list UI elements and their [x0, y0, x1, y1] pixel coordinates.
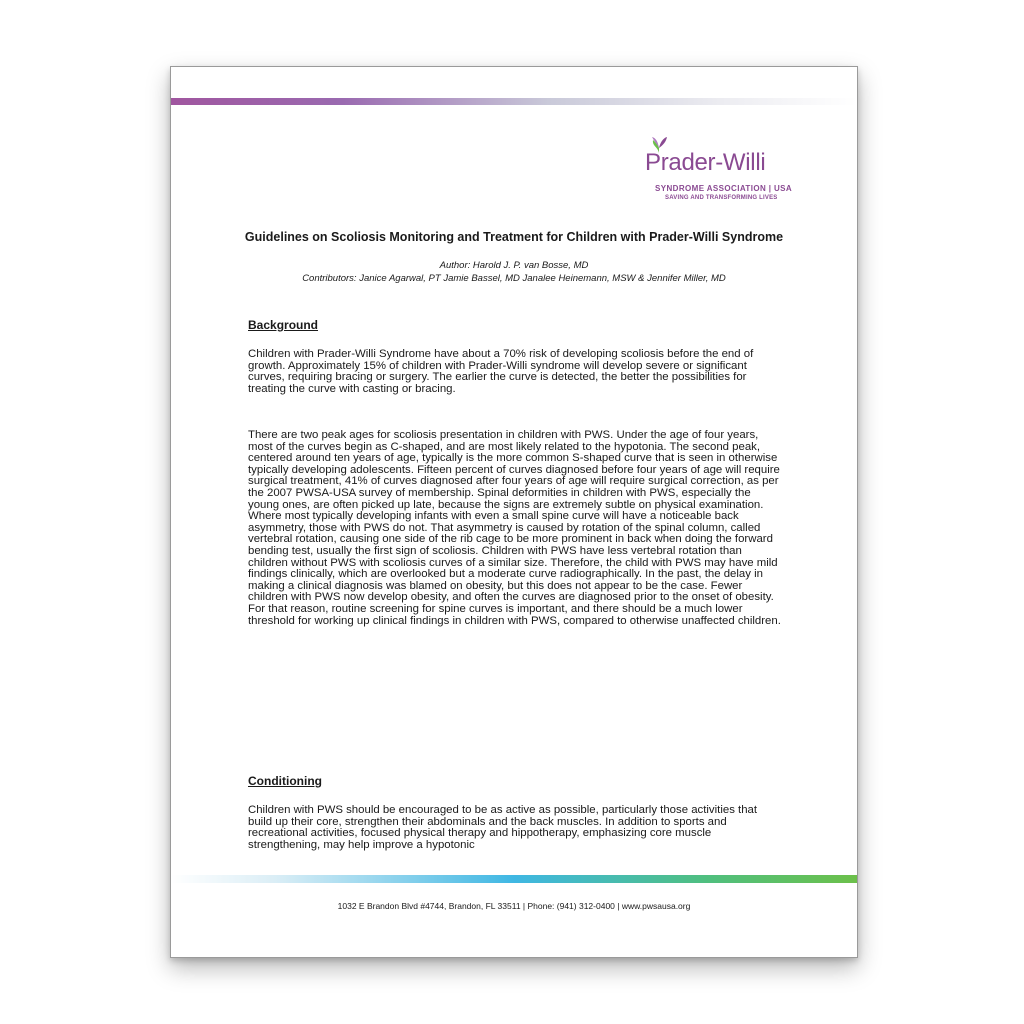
document-author: Author: Harold J. P. van Bosse, MD: [439, 260, 589, 271]
bottom-gradient-bar: [171, 875, 857, 883]
document-page: [170, 66, 858, 958]
logo-association: SYNDROME ASSOCIATION | USA: [655, 184, 793, 193]
heading-background: Background: [248, 318, 319, 332]
document-contributors: Contributors: Janice Agarwal, PT Jamie Bassel, MD Janalee Heinemann, MSW & Jennifer Miller, MD: [302, 273, 726, 284]
logo-tagline: SAVING AND TRANSFORMING LIVES: [665, 195, 778, 201]
document-title: Guidelines on Scoliosis Monitoring and Treatment for Children with Prader-Willi Syndrome: [244, 230, 784, 244]
heading-conditioning: Conditioning: [248, 774, 322, 788]
paragraph-background-2: There are two peak ages for scoliosis presentation in children with PWS. Under the age of four years, most of the curves begin as C-shaped, and are most likely related to the hypotonia. The second peak, centered around ten years of age, typically is the more common S-shaped curve that is seen in otherwise typically developing adolescents. Fifteen percent of curves diagnosed before four years of age will require surgical treatment, 41% of curves diagnosed after four years of age will require surgical correction, as per the 2007 PWSA-USA survey of membership. Spinal deformities in children with PWS, especially the young ones, are often picked up late, because the signs are extremely subtle on physical examination. Where most typically developing infants with even a small spine curve will have a noticeable back asymmetry, those with PWS do not. That asymmetry is caused by rotation of the spinal column, called vertebral rotation, causing one side of the rib cage to be more prominent in back when doing the forward bending test, usually the first sign of scoliosis. Children with PWS have less vertebral rotation than children without PWS with scoliosis curves of a similar size. Therefore, the child with PWS may have mild findings clinically, which are overlooked but a moderate curve radiographically. In the past, the delay in making a clinical diagnosis was blamed on obesity, but this does not appear to be the case. Fewer children with PWS now develop obesity, and often the curves are diagnosed prior to the onset of obesity. For that reason, routine screening for spine curves is important, and there should be a much lower threshold for working up clinical findings in children with PWS, compared to otherwise unaffected children.: [248, 429, 781, 627]
paragraph-conditioning-1: Children with PWS should be encouraged to be as active as possible, particularly those activities that build up their core, strengthen their abdominals and the back muscles. In addition to sports and recreational activities, focused physical therapy and hippotherapy, emphasizing core muscle strengthening, may help improve a hypotonic: [248, 804, 758, 851]
paragraph-background-1: Children with Prader-Willi Syndrome have about a 70% risk of developing scoliosis before the end of growth. Approximately 15% of children with Prader-Willi syndrome will develop severe or significant curves, requiring bracing or surgery. The earlier the curve is detected, the better the possibilities for treating the curve with casting or bracing.: [248, 348, 754, 395]
pwsa-logo: [639, 135, 793, 207]
logo-name: Prader-Willi: [645, 149, 766, 176]
footer-contact: 1032 E Brandon Blvd #4744, Brandon, FL 33511 | Phone: (941) 312-0400 | www.pwsausa.org: [337, 901, 691, 911]
top-gradient-bar: [171, 98, 857, 105]
